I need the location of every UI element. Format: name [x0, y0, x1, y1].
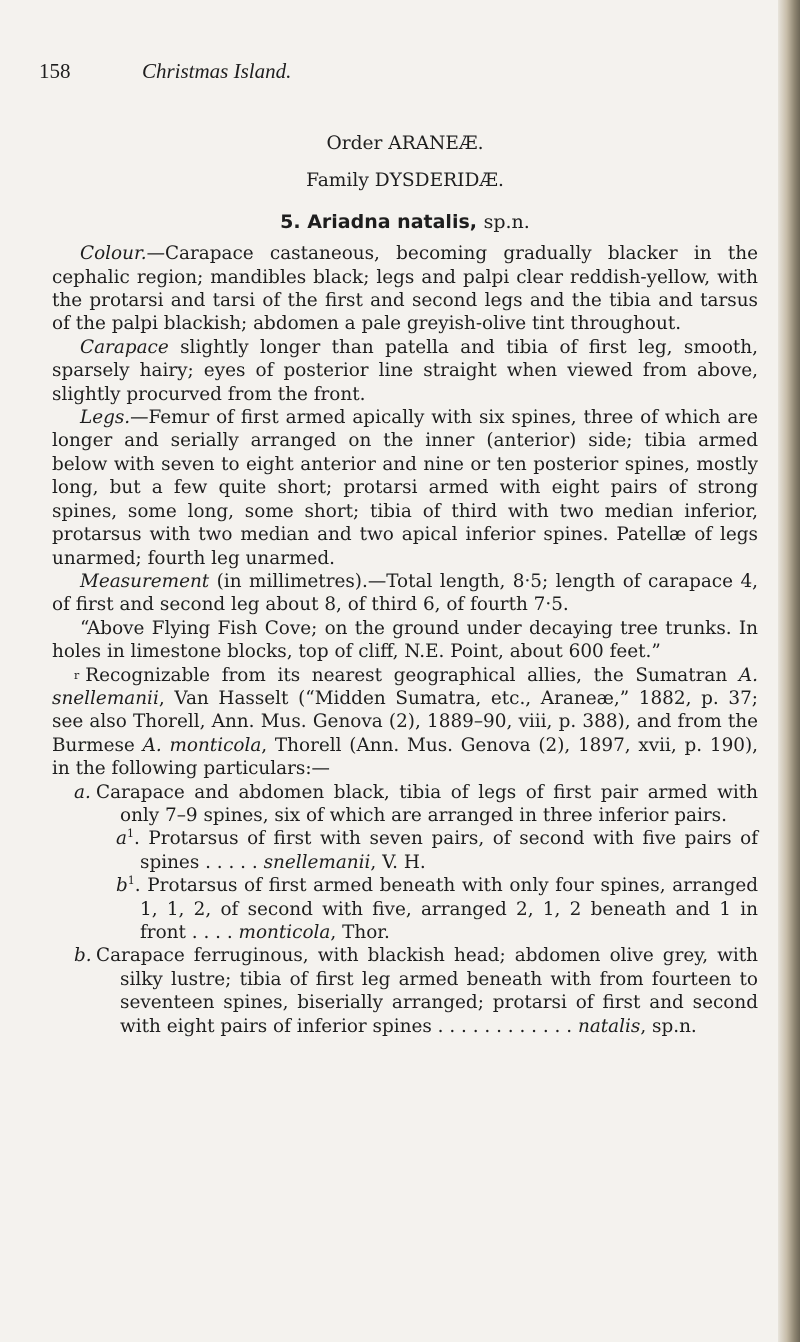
key-label: b. [74, 945, 92, 967]
key-item-b [74, 944, 758, 1038]
legs-paragraph [52, 406, 758, 570]
legs-text: —Femur of first armed apically with six spines, three of which are longer and serially arranged on the inner (anterior) side; tibia armed below with seven to eight anterior and nine or ten posterior spines, mostly long, but a few quite short; protarsi armed with eight pairs of strong spines, some long, some short; tibia of third with two median inferior, protarsus with two median and two apical inferior spines. Patellæ of legs unarmed; fourth leg unarmed. [52, 407, 758, 569]
recognition-paragraph [52, 664, 758, 781]
key-result: natalis [577, 1015, 641, 1037]
key-item-a1 [74, 827, 758, 874]
key-label: a. [74, 781, 91, 803]
measurement-paragraph [52, 570, 758, 617]
measurement-label: Measurement [80, 570, 210, 592]
running-title: Christmas Island. [142, 59, 292, 83]
order-heading: Order ARANEÆ. [326, 133, 484, 154]
key-sup: 1 [126, 827, 134, 841]
key-text: . Protarsus of first armed beneath with only four spines, arranged 1, 1, 2, of second with five, arranged 2, 1, 2 beneath and 1 in front . . . . [134, 875, 758, 943]
legs-label: Legs. [80, 407, 131, 429]
colour-label: Colour. [80, 243, 147, 265]
key-author: , Thor. [330, 922, 390, 943]
page-header [39, 59, 758, 90]
key-result: monticola [238, 922, 331, 943]
key-result: snellemanii [263, 851, 371, 873]
recog-text-2: , Van Hasselt (“Midden Sumatra, etc., Araneæ,” 1882, p. 37; see also Thorell, Ann. Mus. Genova (2), 1889–90, viii, p. 388), and from the Burmese [52, 687, 758, 756]
key-item-b1 [74, 874, 758, 944]
carapace-text: slightly longer than patella and tibia of first leg, smooth, sparsely hairy; eyes of posterior line straight when viewed from above, slightly procurved from the front. [52, 336, 758, 405]
key-author: , sp.n. [640, 1015, 697, 1037]
species-suffix: sp.n. [483, 210, 530, 233]
family-heading: Family DYSDERIDÆ. [306, 170, 504, 192]
book-page [39, 59, 759, 1038]
recog-species-1: A. snellemanii [52, 664, 758, 709]
recog-text-1: Recognizable from its nearest geographical allies, the Sumatran [85, 664, 739, 686]
measurement-text: (in millimetres).—Total length, 8·5; length of carapace 4, of first and second leg about 8, of third 6, of fourth 7·5. [52, 570, 758, 616]
key-text: Carapace and abdomen black, tibia of legs of first pair armed with only 7–9 spines, six of which are arranged in three inferior pairs. [96, 781, 758, 826]
key-text: Carapace ferruginous, with blackish head; abdomen olive grey, with silky lustre; tibia of first leg armed beneath with from fourteen to seventeen spines, biserially arranged; protarsi of first and second with eight pairs of inferior spines . . . . . . . . . . . . [96, 945, 758, 1037]
key-text: . Protarsus of first with seven pairs, of second with five pairs of spines . . . . . [133, 828, 758, 873]
key-author: , V. H. [370, 851, 426, 873]
identification-key [74, 781, 758, 1038]
colour-text: —Carapace castaneous, becoming gradually blacker in the cephalic region; mandibles black; legs and palpi clear reddish-yellow, with the protarsi and tarsi of the first and second legs and the tibia and tarsus of the palpi blackish; abdomen a pale greyish-olive tint throughout. [52, 243, 758, 335]
key-label: a [116, 828, 127, 850]
key-sup: 1 [127, 874, 135, 888]
species-title: 5. Ariadna natalis, [280, 210, 477, 233]
recog-text-3: , Thorell (Ann. Mus. Genova (2), 1897, xvii, p. 190), in the following particulars:— [52, 734, 759, 780]
species-heading [52, 211, 758, 234]
key-label: b [116, 875, 128, 897]
carapace-paragraph [52, 336, 758, 406]
page-edge-shadow [778, 0, 800, 1342]
carapace-label: Carapace [80, 336, 169, 358]
margin-mark: r [74, 668, 80, 682]
colour-paragraph [52, 242, 758, 336]
recog-species-2: A. monticola [142, 734, 262, 756]
page-number: 158 [39, 59, 71, 83]
key-item-a [74, 781, 758, 828]
locality-paragraph: “Above Flying Fish Cove; on the ground under decaying tree trunks. In holes in limestone blocks, top of cliff, N.E. Point, about 600 feet.” [52, 617, 758, 663]
